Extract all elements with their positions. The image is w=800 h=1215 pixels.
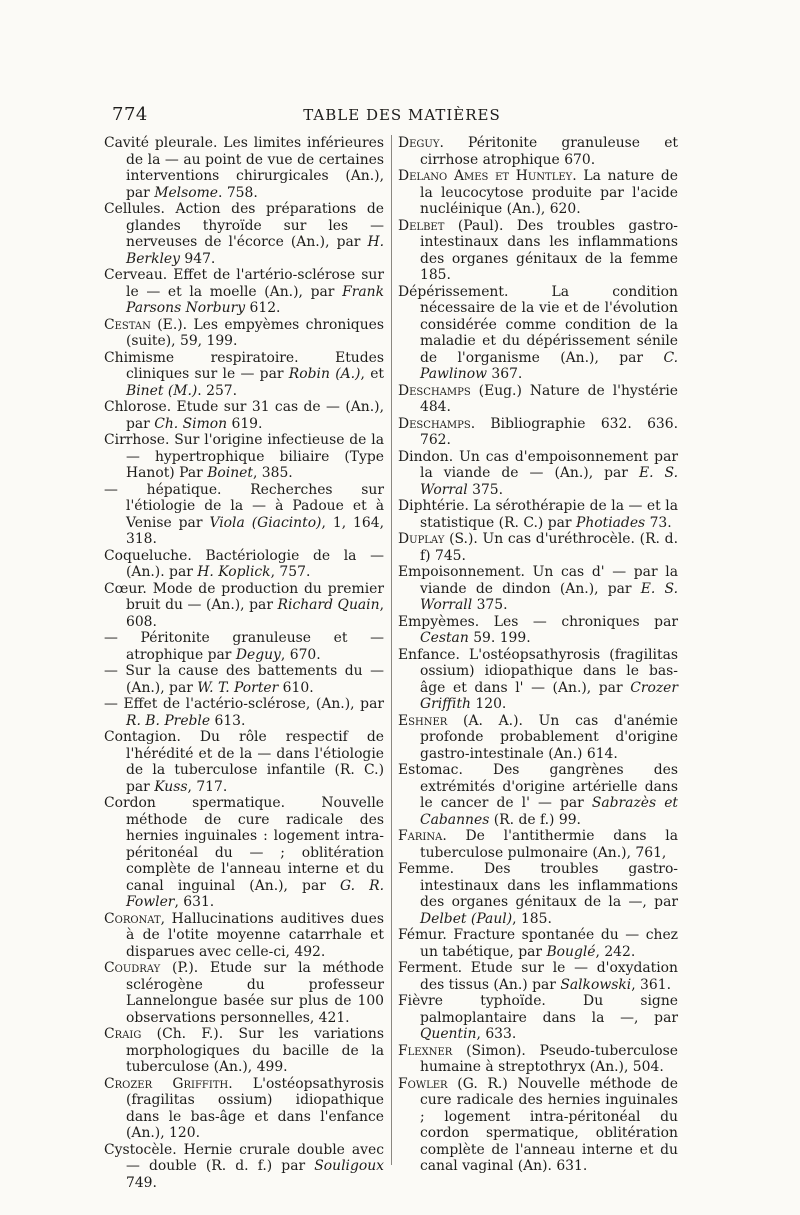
entry-text: Cavité pleurale. Les limites inférieures de la — au point de vue de certaines interventions chirurgicales (An.), par <box>104 135 384 201</box>
entry-text: (P.). Etude sur la méthode sclérogène du professeur Lannelongue basée sur plus de 100 observations personnelles, 421. <box>126 960 384 1026</box>
entry-author: H. Koplick <box>197 564 271 580</box>
entry-author: Cestan <box>420 630 469 646</box>
entry-author: Boinet <box>207 465 253 481</box>
entry-author: Viola (Giacinto) <box>209 514 322 531</box>
entry-author: Binet (M.) <box>126 382 198 399</box>
entry-text: Coqueluche. Bactériologie de la — (An.). par <box>104 547 384 580</box>
index-entry <box>398 762 678 828</box>
entry-name: Crozer Griffith <box>104 1075 229 1092</box>
entry-author: Ch. Simon <box>154 415 228 432</box>
index-entry <box>398 861 678 927</box>
entry-text: — Effet de l'actério-sclérose, (An.), par <box>104 696 384 712</box>
entry-author: G. R. Fowler <box>126 877 384 910</box>
entry-text: Empoisonnement. Un cas d' — par la viande de dindon (An.), par <box>398 564 678 597</box>
entry-text: 375. <box>467 481 504 498</box>
index-entry <box>104 399 384 432</box>
entry-text: , 633. <box>476 1026 517 1042</box>
entry-text: Dépérissement. La condition nécessaire de la vie et de l'évolution considérée comme condition de la maladie et du dépérissement sénile de l'organisme (An.), par <box>398 283 678 366</box>
running-title: TABLE DES MATIÈRES <box>303 106 501 124</box>
entry-text: 610. <box>278 679 314 696</box>
entry-text: , 757. <box>270 564 311 580</box>
entry-name: Duplay <box>398 531 445 547</box>
index-entry <box>398 383 678 416</box>
entry-author: Bouglé <box>546 943 596 960</box>
index-entry <box>104 696 384 729</box>
entry-name: Cestan <box>104 316 151 333</box>
index-entry <box>104 267 384 317</box>
entry-text: Cystocèle. Hernie crurale double avec — double (R. d. f.) par <box>104 1141 384 1174</box>
index-entry <box>104 795 384 911</box>
entry-text: , 1, 164, 318. <box>126 514 384 547</box>
entry-author: Richard Quain <box>277 597 380 613</box>
entry-text: (Eug.) Nature de l'hystérie 484. <box>420 382 678 415</box>
index-entry <box>104 663 384 696</box>
entry-text: Ferment. Etude sur le — d'oxydation des tissus (An.) par <box>398 960 678 993</box>
entry-name: Eshner <box>398 712 448 729</box>
index-entry <box>398 218 678 284</box>
entry-author: H. Berkley <box>126 234 384 267</box>
entry-text: , et <box>360 366 384 382</box>
entry-text: (Simon). Pseudo-tuberculose humaine à streptothryx (An.), 504. <box>420 1042 678 1075</box>
entry-name: Deschamps <box>398 415 471 432</box>
index-entry <box>104 581 384 631</box>
entry-author: R. B. Preble <box>126 712 211 729</box>
index-entry <box>398 498 678 531</box>
entry-author: Crozer Griffith <box>420 679 678 712</box>
entry-text: , 608. <box>126 597 384 630</box>
index-entry <box>104 1142 384 1192</box>
entry-text: Cellules. Action des préparations de glandes thyroïde sur les — nerveuses de l'écorce (An.), par <box>104 201 384 250</box>
entry-author: Quentin <box>420 1026 477 1042</box>
page-header <box>112 104 692 128</box>
entry-text: , Hallucinations auditives dues à de l'otite moyenne catarrhale et disparues avec celle-ci, 492. <box>126 910 384 960</box>
entry-text: 59. 199. <box>468 630 531 646</box>
entry-text: Cirrhose. Sur l'origine infectieuse de la — hypertrophique biliaire (Type Hanot) Par <box>104 432 384 481</box>
entry-text: 73. <box>645 514 672 531</box>
index-entry <box>104 482 384 548</box>
entry-name: Coronat <box>104 910 161 927</box>
entry-text: , 631. <box>174 894 215 910</box>
index-column-right <box>398 135 678 1175</box>
index-entry <box>398 284 678 383</box>
entry-text: — Sur la cause des battements du — (An.), par <box>104 663 384 696</box>
entry-text: Fièvre typhoïde. Du signe palmoplantaire dans la —, par <box>398 993 678 1026</box>
entry-author: E. S. Worrall <box>420 580 678 613</box>
entry-text: Fémur. Fracture spontanée du — chez un tabétique, par <box>398 927 678 960</box>
entry-author: Sabrazès et Cabannes <box>420 795 678 828</box>
index-entry <box>398 416 678 449</box>
entry-author: Deguy <box>235 646 281 663</box>
entry-text: — Péritonite granuleuse et — atrophique par <box>104 630 384 663</box>
entry-text: . 257. <box>197 382 238 399</box>
entry-text: Estomac. Des gangrènes des extrémités d'origine artérielle dans le cancer de l' — par <box>398 762 678 811</box>
entry-text: . De l'antithermie dans la tuberculose pulmonaire (An.), 761, <box>420 828 678 861</box>
entry-author: Melsome <box>154 184 219 201</box>
index-entry <box>398 713 678 763</box>
entry-text: Contagion. Du rôle respectif de l'hérédité et de la — dans l'étiologie de la tuberculose infantile (R. C.) par <box>104 729 384 795</box>
index-entry <box>398 614 678 647</box>
entry-author: Frank Parsons Norbury <box>126 283 384 316</box>
entry-text: 613. <box>210 712 246 729</box>
entry-author: Souligoux <box>314 1158 384 1174</box>
index-entry <box>104 630 384 663</box>
index-entry <box>104 135 384 201</box>
entry-text: Femme. Des troubles gastro-intestinaux dans les inflammations des organes génitaux de la —, par <box>398 861 678 910</box>
entry-author: C. Pawlinow <box>420 349 678 382</box>
column-divider <box>391 135 392 1165</box>
entry-text: , 385. <box>252 465 293 481</box>
entry-text: (R. de f.) 99. <box>489 811 581 828</box>
entry-text: 749. <box>126 1174 157 1191</box>
index-entry <box>104 911 384 961</box>
index-entry <box>398 927 678 960</box>
entry-text: Chimisme respiratoire. Etudes cliniques sur le — par <box>104 349 384 382</box>
index-entry <box>398 993 678 1043</box>
entry-author: Delbet (Paul) <box>420 910 513 927</box>
entry-text: . L'ostéopsathyrosis (fragilitas ossium) idiopathique dans le bas-âge et dans l'enfance (An.), 120. <box>126 1075 384 1141</box>
entry-text: — hépatique. Recherches sur l'étiologie de la — à Padoue et à Venise par <box>104 481 384 531</box>
index-entry <box>398 564 678 614</box>
entry-text: , 242. <box>595 943 636 960</box>
entry-text: Cœur. Mode de production du premier bruit du — (An.), par <box>104 580 384 613</box>
entry-name: Flexner <box>398 1042 453 1059</box>
entry-text: . La nature de la leucocytose produite par l'acide nucléinique (An.), 620. <box>420 168 678 217</box>
index-entry <box>398 1043 678 1076</box>
entry-text: 947. <box>180 250 216 267</box>
entry-text: (G. R.) Nouvelle méthode de cure radicale des hernies inguinales ; logement intra-péritonéal du cordon spermatique, oblitération complète de l'anneau interne et du canal vaginal (An). 631. <box>420 1075 678 1174</box>
entry-text: , 670. <box>280 646 321 663</box>
index-entry <box>398 1076 678 1175</box>
entry-text: 120. <box>471 696 507 712</box>
index-entry <box>398 828 678 861</box>
entry-author: E. S. Worral <box>420 465 678 498</box>
entry-text: Dindon. Un cas d'empoisonnement par la viande de — (An.), par <box>398 448 678 481</box>
entry-author: Kuss <box>154 778 188 795</box>
entry-name: Coudray <box>104 960 161 976</box>
entry-name: Fowler <box>398 1075 448 1092</box>
entry-text: , 185. <box>512 910 552 927</box>
index-entry <box>104 201 384 267</box>
index-entry <box>104 1026 384 1076</box>
entry-text: (E.). Les empyèmes chroniques (suite), 59, 199. <box>126 316 384 349</box>
index-entry <box>104 317 384 350</box>
entry-author: Salkowski <box>560 976 632 993</box>
entry-text: Diphtérie. La sérothérapie de la — et la statistique (R. C.) par <box>398 498 678 531</box>
entry-text: 375. <box>472 597 508 613</box>
index-column-left <box>104 135 384 1191</box>
index-entry <box>398 960 678 993</box>
entry-text: Chlorose. Etude sur 31 cas de — (An.), par <box>104 399 384 432</box>
entry-text: , 361. <box>631 976 671 993</box>
entry-text: , 717. <box>187 778 228 795</box>
index-entry <box>398 647 678 713</box>
entry-text: . Péritonite granuleuse et cirrhose atrophique 670. <box>420 135 678 168</box>
entry-author: W. T. Porter <box>197 679 279 696</box>
entry-text: Enfance. L'ostéopsathyrosis (fragilitas ossium) idiopathique dans le bas-âge et dans l' — (An.), par <box>398 646 678 696</box>
index-entry <box>104 729 384 795</box>
entry-name: Deschamps <box>398 382 471 399</box>
index-entry <box>104 432 384 482</box>
entry-author: Robin (A.) <box>288 366 361 382</box>
entry-name: Delano Ames et Huntley <box>398 168 573 184</box>
index-entry <box>104 960 384 1026</box>
entry-name: Farina <box>398 828 443 844</box>
index-entry <box>398 449 678 499</box>
entry-text: Empyèmes. Les — chroniques par <box>398 613 678 630</box>
entry-text: Cerveau. Effet de l'artério-sclérose sur le — et la moelle (An.), par <box>104 267 384 300</box>
index-entry <box>398 135 678 168</box>
entry-text: Cordon spermatique. Nouvelle méthode de cure radicale des hernies inguinales : logement intra-péritonéal du — ; oblitération complète de l'anneau interne et du canal inguinal (An.), par <box>104 795 384 894</box>
entry-text: 612. <box>245 300 281 316</box>
entry-text: (Ch. F.). Sur les variations morphologiques du bacille de la tuberculose (An.), 499. <box>126 1026 384 1075</box>
entry-text: 619. <box>227 415 263 432</box>
entry-text: (Paul). Des troubles gastro-intestinaux dans les inflammations des organes génitaux de la femme 185. <box>420 217 678 283</box>
entry-name: Delbet <box>398 217 445 234</box>
entry-author: Photiades <box>575 514 646 531</box>
entry-name: Deguy <box>398 135 440 151</box>
index-entry <box>104 1076 384 1142</box>
entry-name: Craig <box>104 1026 142 1042</box>
entry-text: . Bibliographie 632. 636. 762. <box>420 415 678 448</box>
index-entry <box>104 350 384 400</box>
entry-text: (A. A.). Un cas d'anémie profonde probablement d'origine gastro-intestinale (An.) 614. <box>420 712 678 762</box>
index-entry <box>104 548 384 581</box>
page-number: 774 <box>112 104 148 125</box>
entry-text: (S.). Un cas d'uréthrocèle. (R. d. f) 745. <box>420 531 678 564</box>
index-entry <box>398 531 678 564</box>
entry-text: 367. <box>486 366 523 382</box>
index-entry <box>398 168 678 218</box>
entry-text: . 758. <box>218 184 258 201</box>
